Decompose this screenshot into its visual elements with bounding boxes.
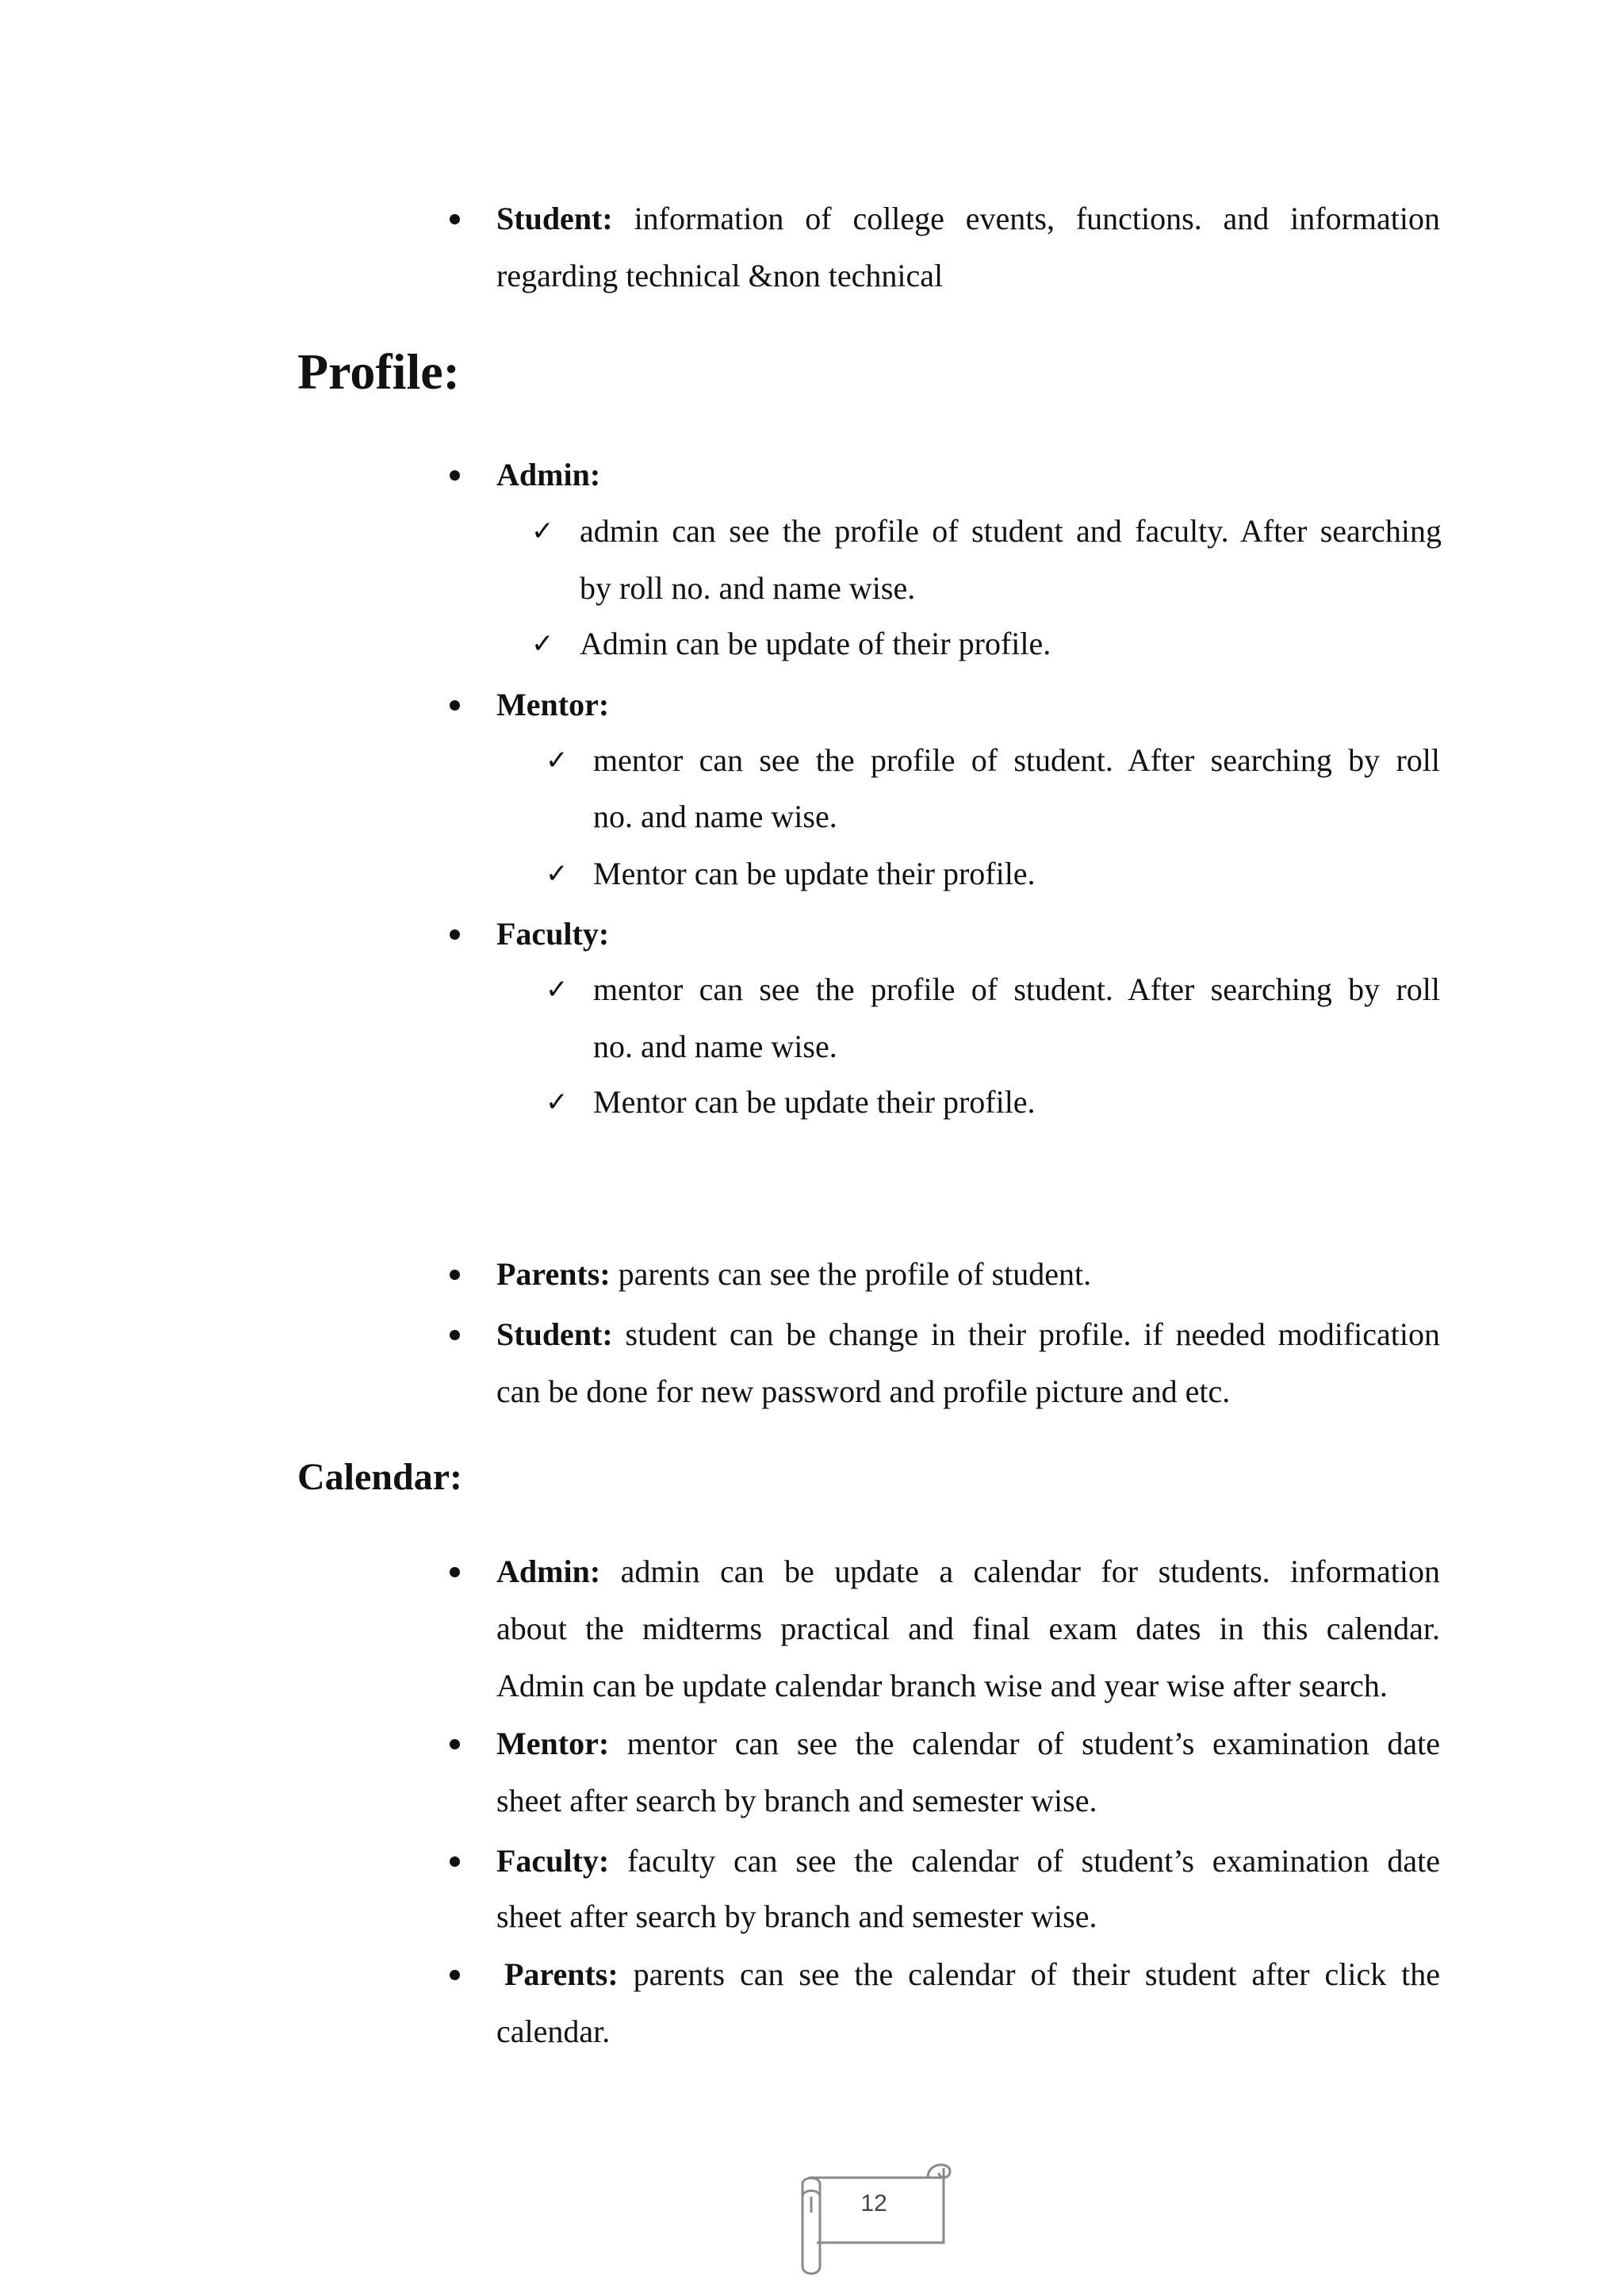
bullet-icon bbox=[450, 470, 460, 481]
calendar-mentor-line2: sheet after search by branch and semester wise. bbox=[496, 1783, 1097, 1818]
intro-student-line2: regarding technical &non technical bbox=[496, 258, 944, 293]
calendar-faculty-label: Faculty: bbox=[496, 1843, 610, 1879]
profile-student-line1 bbox=[496, 1316, 1440, 1354]
bullet-icon bbox=[450, 1970, 460, 1980]
check-icon: ✓ bbox=[546, 858, 569, 890]
check-icon: ✓ bbox=[546, 745, 569, 776]
bullet-icon bbox=[450, 1856, 460, 1867]
profile-mentor-check2: Mentor can be update their profile. bbox=[593, 856, 1036, 891]
profile-admin-check1-line2: by roll no. and name wise. bbox=[580, 570, 916, 606]
check-icon: ✓ bbox=[546, 974, 569, 1006]
profile-faculty-check1-line1: mentor can see the profile of student. After searching by roll bbox=[593, 971, 1440, 1007]
page-number: 12 bbox=[860, 2190, 887, 2216]
profile-student-label: Student: bbox=[496, 1316, 613, 1352]
profile-student-text: student can be change in their profile. if needed modification bbox=[625, 1316, 1440, 1352]
calendar-admin-line2: about the midterms practical and final exam dates in this calendar. bbox=[496, 1611, 1440, 1646]
profile-parents-label: Parents: bbox=[496, 1256, 611, 1292]
profile-faculty-label: Faculty: bbox=[496, 916, 610, 952]
profile-heading: Profile: bbox=[297, 343, 460, 400]
calendar-admin-text: admin can be update a calendar for students. information bbox=[620, 1554, 1440, 1589]
bullet-icon bbox=[450, 1567, 460, 1577]
profile-admin-check2: Admin can be update of their profile. bbox=[580, 626, 1051, 661]
calendar-parents-line1 bbox=[504, 1956, 1440, 1994]
calendar-mentor-label: Mentor: bbox=[496, 1726, 610, 1761]
bullet-icon bbox=[450, 1739, 460, 1749]
profile-parents-text: parents can see the profile of student. bbox=[618, 1256, 1092, 1292]
check-icon: ✓ bbox=[531, 628, 554, 660]
bullet-icon bbox=[450, 214, 460, 224]
bullet-icon bbox=[450, 929, 460, 940]
calendar-admin-label: Admin: bbox=[496, 1554, 601, 1589]
calendar-mentor-text: mentor can see the calendar of student’s examination date bbox=[626, 1726, 1440, 1761]
calendar-faculty-line1 bbox=[496, 1842, 1440, 1880]
intro-student-line1 bbox=[496, 200, 1440, 238]
calendar-faculty-text: faculty can see the calendar of student’s examination date bbox=[627, 1843, 1440, 1879]
check-icon: ✓ bbox=[531, 515, 554, 547]
calendar-parents-line2: calendar. bbox=[496, 2013, 611, 2049]
profile-mentor-check1-line1: mentor can see the profile of student. After searching by roll bbox=[593, 742, 1440, 778]
bullet-icon bbox=[450, 1270, 460, 1280]
calendar-parents-label: Parents: bbox=[504, 1956, 619, 1992]
intro-student-label: Student: bbox=[496, 201, 613, 236]
profile-admin-check1-line1: admin can see the profile of student and faculty. After searching bbox=[580, 513, 1442, 549]
calendar-heading: Calendar: bbox=[297, 1456, 462, 1498]
bullet-icon bbox=[450, 1330, 460, 1340]
profile-faculty-check1-line2: no. and name wise. bbox=[593, 1029, 837, 1064]
intro-student-text: information of college events, functions. and information bbox=[634, 201, 1441, 236]
calendar-faculty-line2: sheet after search by branch and semester wise. bbox=[496, 1898, 1097, 1934]
profile-parents-line bbox=[496, 1255, 1091, 1293]
calendar-admin-line1 bbox=[496, 1553, 1440, 1591]
profile-mentor-label: Mentor: bbox=[496, 687, 610, 722]
calendar-admin-line3: Admin can be update calendar branch wise and year wise after search. bbox=[496, 1668, 1388, 1703]
calendar-mentor-line1 bbox=[496, 1725, 1440, 1763]
profile-student-line2: can be done for new password and profile picture and etc. bbox=[496, 1374, 1231, 1409]
profile-admin-label: Admin: bbox=[496, 457, 601, 492]
bullet-icon bbox=[450, 700, 460, 711]
profile-faculty-check2: Mentor can be update their profile. bbox=[593, 1084, 1036, 1120]
calendar-parents-text: parents can see the calendar of their student after click the bbox=[633, 1956, 1441, 1992]
profile-mentor-check1-line2: no. and name wise. bbox=[593, 799, 837, 834]
check-icon: ✓ bbox=[546, 1086, 569, 1118]
